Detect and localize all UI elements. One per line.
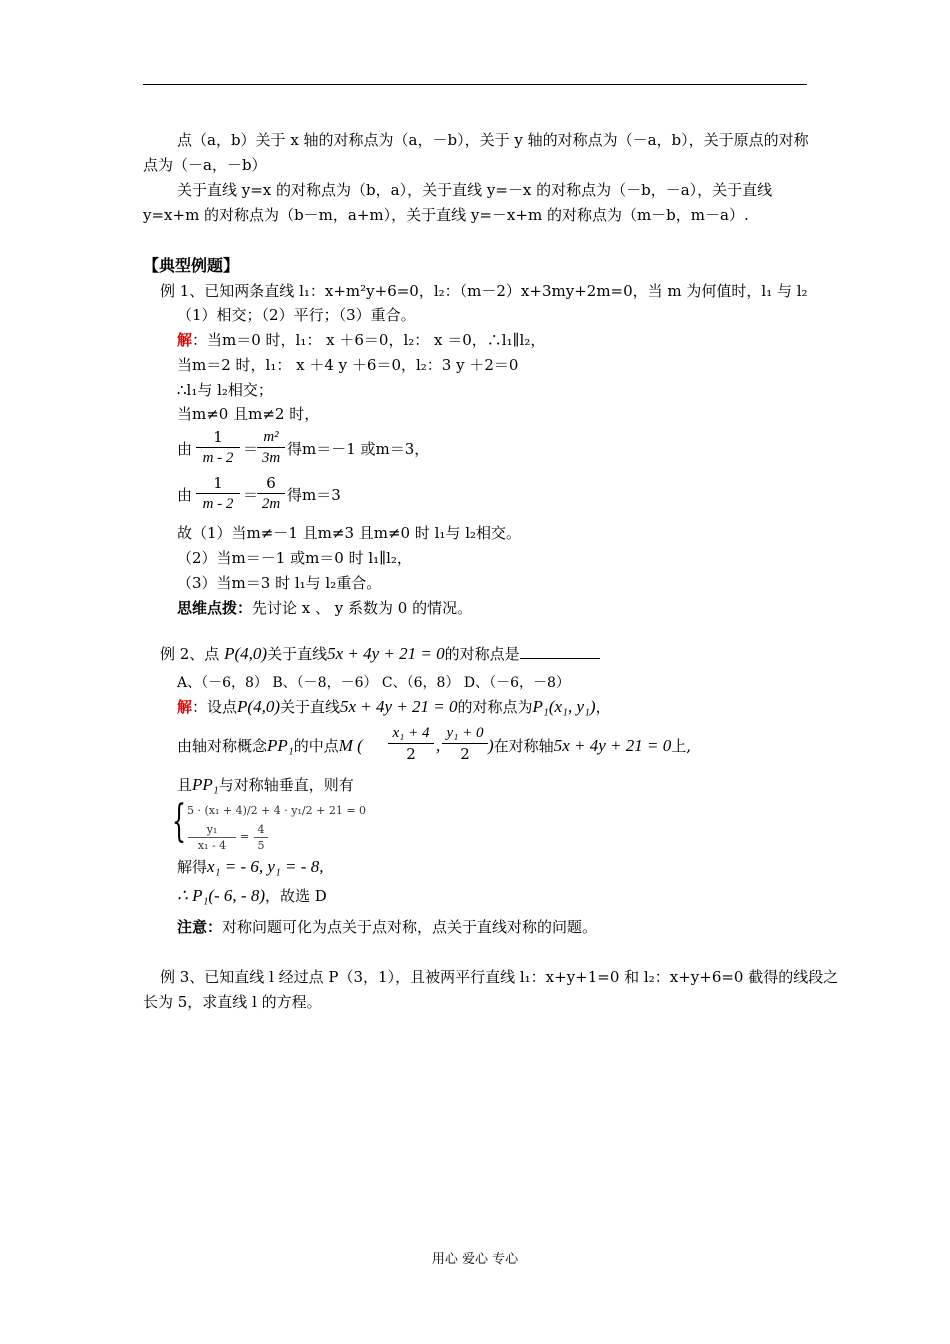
system-equation-1: 5 · (x₁ + 4)/2 + 4 · y₁/2 + 21 = 0 [187,804,367,817]
intro-line-1: 点（a，b）关于 x 轴的对称点为（a，－b），关于 y 轴的对称点为（－a，b），关于原点的对称 [177,131,809,149]
ex1-question: 例 1、已知两条直线 l₁：x+m²y+6=0，l₂：（m－2）x+3my+2m=0，当 m 为何值时，l₁ 与 l₂ [160,282,808,300]
ex2-solution-line-1: 解：设点P(4,0)关于直线5x + 4y + 21 = 0的对称点为P₁(x₁, y₁)， [177,697,611,716]
ex1-conclusion-2: （2）当m＝－1 或m＝0 时 l₁∥l₂， [177,549,412,567]
solution-label: 解 [177,698,193,716]
ex2-solution-line-2-end: )在对称轴5x + 4y + 21 = 0上, [488,736,691,755]
ex1-question-parts: （1）相交；（2）平行；（3）重合。 [177,306,416,324]
ex1-eq1-fraction-left: 1 m - 2 [196,428,240,467]
ex1-eq1-equals: ＝ [243,440,259,458]
ex1-conclusion-3: （3）当m＝3 时 l₁与 l₂重合。 [177,574,382,592]
ex1-solution-line-4: 当m≠0 且m≠2 时， [177,405,320,423]
intro-line-3: 关于直线 y=x 的对称点为（b，a），关于直线 y=－x 的对称点为（－b，－a），关于直线 [177,181,773,199]
ex2-midpoint-y-fraction: y₁ + 0 2 [442,724,488,763]
system-brace: { [172,796,186,847]
section-title: 【典型例题】 [143,256,240,275]
ex2-options: A、（－6，8） B、（－8，－6） C、（6，8） D、（－6，－8） [177,675,570,691]
ex1-eq1-fraction-right: m² 3m [257,428,285,467]
ex1-eq2-result: 得m＝3 [287,486,341,504]
intro-line-4: y=x+m 的对称点为（b－m，a+m），关于直线 y=－x+m 的对称点为（m－b，m－a）. [143,206,749,224]
ex2-note: 注意：对称问题可化为点关于点对称，点关于直线对称的问题。 [177,918,598,936]
ex2-solution-line-3: 且PP₁与对称轴垂直，则有 [177,775,354,794]
ex2-midpoint-x-fraction: x₁ + 4 2 [388,724,434,763]
system-equation-2-equals: = [240,830,250,843]
system-equation-2-right: 4 5 [254,823,268,852]
header-rule [143,84,807,85]
solution-label: 解 [177,331,193,349]
ex1-eq2-prefix: 由 [177,486,193,504]
intro-line-2: 点为（－a，－b） [143,156,267,174]
ex2-midpoint-comma: , [436,736,441,755]
ex1-solution-line-3: ∴l₁与 l₂相交； [177,381,273,399]
answer-blank [520,644,600,659]
ex2-result-2: ∴ P₁(- 6, - 8)，故选 D [177,886,327,905]
ex3-line-2: 长为 5，求直线 l 的方程。 [143,993,322,1011]
system-equation-2-left: y₁ x₁ - 4 [188,823,236,852]
ex1-conclusion-1: 故（1）当m≠－1 且m≠3 且m≠0 时 l₁与 l₂相交。 [177,524,522,542]
ex1-eq1-result: 得m＝－1 或m＝3， [287,440,430,458]
ex2-result-1: 解得x₁ = - 6, y₁ = - 8, [177,857,324,876]
page-footer: 用心 爱心 专心 [431,1252,519,1267]
ex1-tip: 思维点拨：先讨论 x 、 y 系数为 0 的情况。 [177,599,473,617]
ex1-eq2-fraction-right: 6 2m [257,474,285,513]
ex3-line-1: 例 3、已知直线 l 经过点 P（3，1），且被两平行直线 l₁：x+y+1=0 和 l₂：x+y+6=0 截得的线段之 [160,968,839,986]
ex1-eq2-fraction-left: 1 m - 2 [196,474,240,513]
ex2-question: 例 2、点 P(4,0)关于直线5x + 4y + 21 = 0的对称点是 [160,644,600,664]
ex1-solution-line-2: 当m＝2 时，l₁： x ＋4 y ＋6＝0，l₂：3 y ＋2＝0 [177,356,519,374]
ex1-solution-line-1: 解：当m＝0 时，l₁： x ＋6＝0，l₂： x ＝0，∴l₁∥l₂， [177,331,546,349]
ex1-eq1-prefix: 由 [177,440,193,458]
ex1-eq2-equals: ＝ [243,486,259,504]
ex2-solution-line-2-start: 由轴对称概念PP₁的中点M ( [177,736,363,755]
